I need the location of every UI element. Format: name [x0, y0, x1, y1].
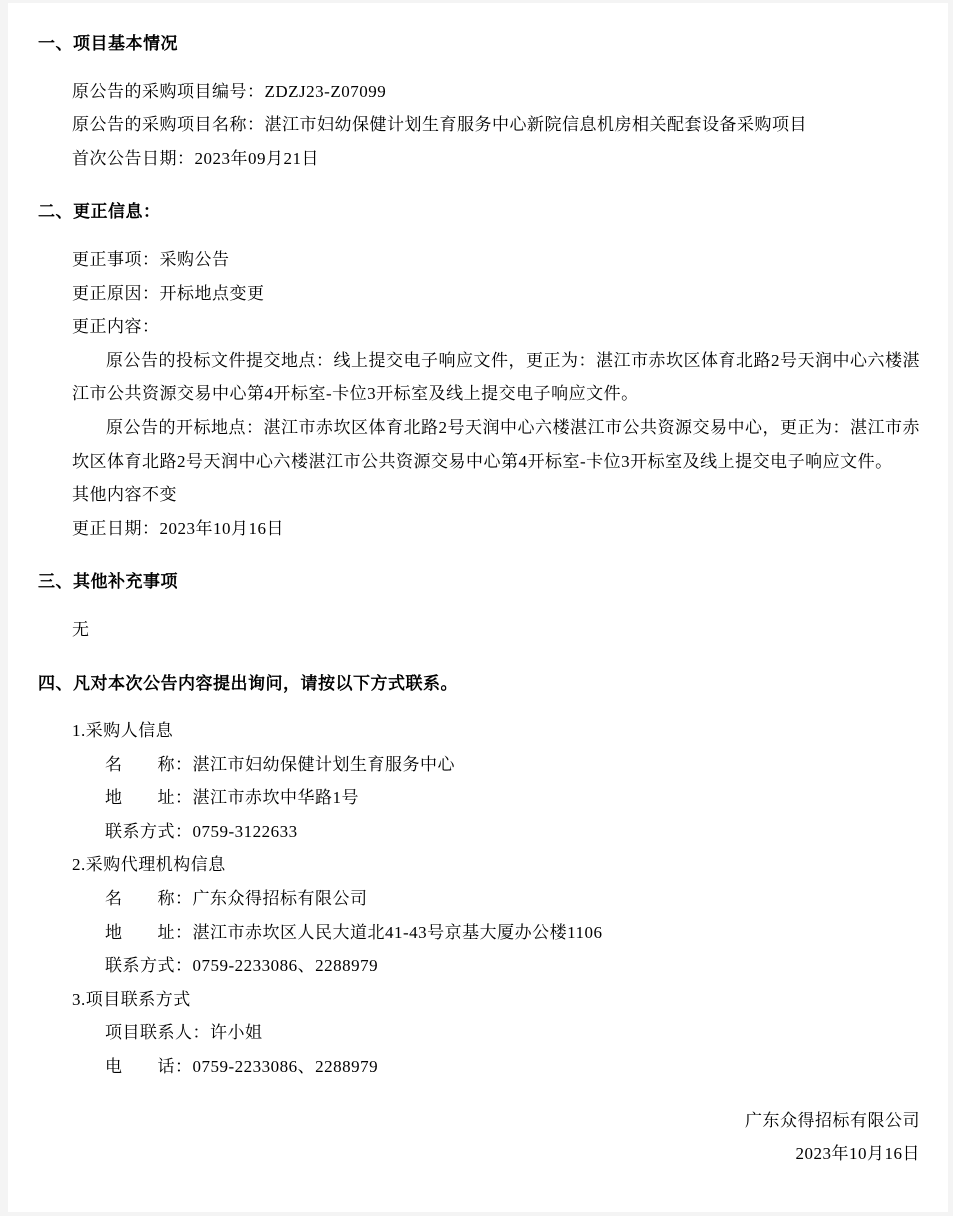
- supplement-none-line: 无: [72, 619, 90, 639]
- purchaser-phone-line: 联系方式：0759-3122633: [105, 821, 298, 841]
- project-contact-phone-line: 电 话：0759-2233086、2288979: [105, 1057, 379, 1077]
- project-contact-person-line: 项目联系人：许小姐: [105, 1023, 263, 1043]
- announcement-document: [8, 3, 948, 1212]
- footer-date: 2023年10月16日: [795, 1144, 920, 1164]
- purchaser-name-line: 名 称：湛江市妇幼保健计划生育服务中心: [105, 754, 455, 774]
- section-supplement-body: [72, 613, 920, 647]
- footer-company: 广东众得招标有限公司: [745, 1110, 920, 1130]
- agency-name-line: 名 称：广东众得招标有限公司: [105, 889, 368, 909]
- contact-group-agency-title: 2.采购代理机构信息: [72, 855, 226, 875]
- contact-group-purchaser: [72, 714, 920, 848]
- section-contact: [38, 667, 920, 1084]
- correction-paragraph-opening-place: 原公告的开标地点：湛江市赤坎区体育北路2号天润中心六楼湛江市公共资源交易中心，更正为：湛江市赤坎区体育北路2号天润中心六楼湛江市公共资源交易中心第4开标室-卡位3开标室及线上提交电子响应文件。: [72, 417, 920, 471]
- agency-phone-line: 联系方式：0759-2233086、2288979: [105, 956, 379, 976]
- project-number-line: 原公告的采购项目编号：ZDZJ23-Z07099: [72, 81, 387, 101]
- section-basic-info-heading: 一、项目基本情况: [38, 34, 178, 53]
- section-basic-info: [38, 27, 920, 175]
- contact-group-agency: [72, 848, 920, 982]
- correction-content-label-line: 更正内容：: [72, 317, 160, 337]
- contact-group-purchaser-title: 1.采购人信息: [72, 721, 174, 741]
- section-basic-info-body: [72, 75, 920, 176]
- agency-address-line: 地 址：湛江市赤坎区人民大道北41-43号京基大厦办公楼1106: [105, 922, 603, 942]
- section-supplement: [38, 565, 920, 646]
- section-correction-heading: 二、更正信息：: [38, 202, 161, 222]
- purchaser-address-line: 地 址：湛江市赤坎中华路1号: [105, 788, 359, 808]
- section-correction-body: [72, 243, 920, 545]
- footer: [38, 1104, 920, 1171]
- contact-group-project: [72, 983, 920, 1084]
- project-name-line: 原公告的采购项目名称：湛江市妇幼保健计划生育服务中心新院信息机房相关配套设备采购项目: [72, 115, 807, 135]
- section-contact-heading: 四、凡对本次公告内容提出询问，请按以下方式联系。: [38, 673, 458, 693]
- first-announcement-date-line: 首次公告日期：2023年09月21日: [72, 148, 319, 168]
- correction-item-line: 更正事项：采购公告: [72, 249, 230, 269]
- section-supplement-heading: 三、其他补充事项: [38, 572, 178, 592]
- section-correction: [38, 195, 920, 545]
- other-content-unchanged-line: 其他内容不变: [72, 485, 177, 505]
- correction-paragraph-submission-place: 原公告的投标文件提交地点：线上提交电子响应文件，更正为：湛江市赤坎区体育北路2号天润中心六楼湛江市公共资源交易中心第4开标室-卡位3开标室及线上提交电子响应文件。: [72, 350, 920, 404]
- correction-reason-line: 更正原因：开标地点变更: [72, 283, 265, 303]
- correction-date-line: 更正日期：2023年10月16日: [72, 518, 284, 538]
- contact-group-project-title: 3.项目联系方式: [72, 989, 191, 1009]
- section-contact-body: [72, 714, 920, 1084]
